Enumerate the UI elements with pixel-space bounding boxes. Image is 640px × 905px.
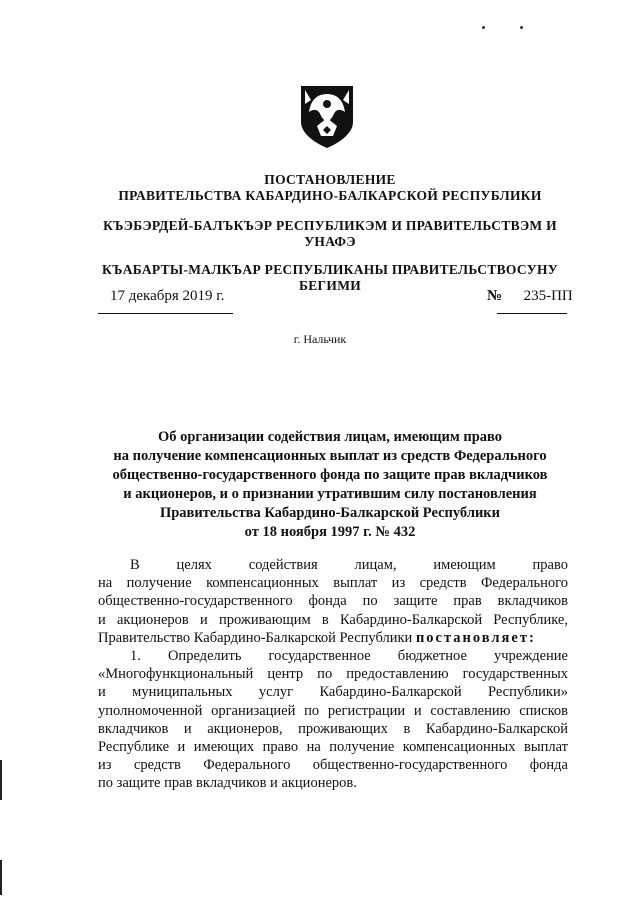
body-line: по защите прав вкладчиков и акционеров. — [98, 775, 357, 792]
header-balkar-line1: КЪАБАРТЫ-МАЛКЪАР РЕСПУБЛИКАНЫ ПРАВИТЕЛЬСТВОСУНУ — [102, 262, 558, 277]
number-underline — [497, 313, 567, 314]
scan-dot — [520, 26, 523, 29]
title-line: общественно-государственного фонда по защите прав вкладчиков — [112, 467, 548, 483]
header-title: ПОСТАНОВЛЕНИЕ — [264, 172, 396, 187]
header-kabardian-line2: УНАФЭ — [304, 234, 356, 249]
title-line: и акционеров, и о признании утратившим силу постановления — [123, 486, 537, 502]
decree-date: 17 декабря 2019 г. — [110, 288, 225, 304]
body-line — [98, 629, 568, 647]
body-line: 1. Определить государственное бюджетное учреждение — [130, 648, 568, 665]
body-line: Республике и имеющих право на получение компенсационных выплат — [98, 739, 568, 756]
title-line: Об организации содействия лицам, имеющим право — [157, 429, 503, 445]
decree-title — [70, 428, 590, 542]
header-government: ПРАВИТЕЛЬСТВА КАБАРДИНО-БАЛКАРСКОЙ РЕСПУБЛИКИ — [118, 188, 542, 203]
title-line: Правительства Кабардино-Балкарской Республики — [159, 505, 501, 521]
title-line: на получение компенсационных выплат из средств Федерального — [113, 448, 547, 464]
body-line: и акционеров и проживающим в Кабардино-Балкарской Республике, — [98, 611, 568, 628]
body-line: общественно-государственного фонда по защите прав вкладчиков — [98, 593, 568, 610]
coat-of-arms-emblem — [297, 82, 357, 150]
scan-mark — [0, 860, 2, 895]
body-line: вкладчиков и акционеров, проживающих в Кабардино-Балкарской — [98, 720, 568, 737]
header-kabardian-line1: КЪЭБЭРДЕЙ-БАЛЪКЪЭР РЕСПУБЛИКЭМ И ПРАВИТЕЛЬСТВЭМ И — [103, 218, 557, 233]
scan-mark — [0, 760, 2, 800]
body-line: «Многофункциональный центр по предоставлению государственных — [98, 666, 568, 683]
city: г. Нальчик — [293, 332, 347, 346]
header-balkar-line2: БЕГИМИ — [298, 278, 362, 293]
body-line: уполномоченной организацией по регистрации и составлению списков — [98, 702, 568, 719]
number-sign: № — [487, 288, 503, 304]
body-line: и муниципальных услуг Кабардино-Балкарской Республики» — [98, 684, 568, 701]
decree-body — [98, 556, 568, 793]
body-line: на получение компенсационных выплат из средств Федерального — [98, 575, 568, 592]
date-underline — [98, 313, 233, 314]
decree-keyword: постановляет: — [415, 629, 536, 646]
decree-number-block — [487, 288, 573, 305]
decree-number: 235-ПП — [523, 288, 573, 304]
body-line-prefix: Правительство Кабардино-Балкарской Республики — [98, 629, 416, 646]
body-line: В целях содействия лицам, имеющим право — [130, 557, 568, 573]
title-line: от 18 ноября 1997 г. № 432 — [244, 524, 416, 540]
scan-dot — [482, 26, 485, 29]
body-line: из средств Федерального общественно-государственного фонда — [98, 757, 568, 774]
